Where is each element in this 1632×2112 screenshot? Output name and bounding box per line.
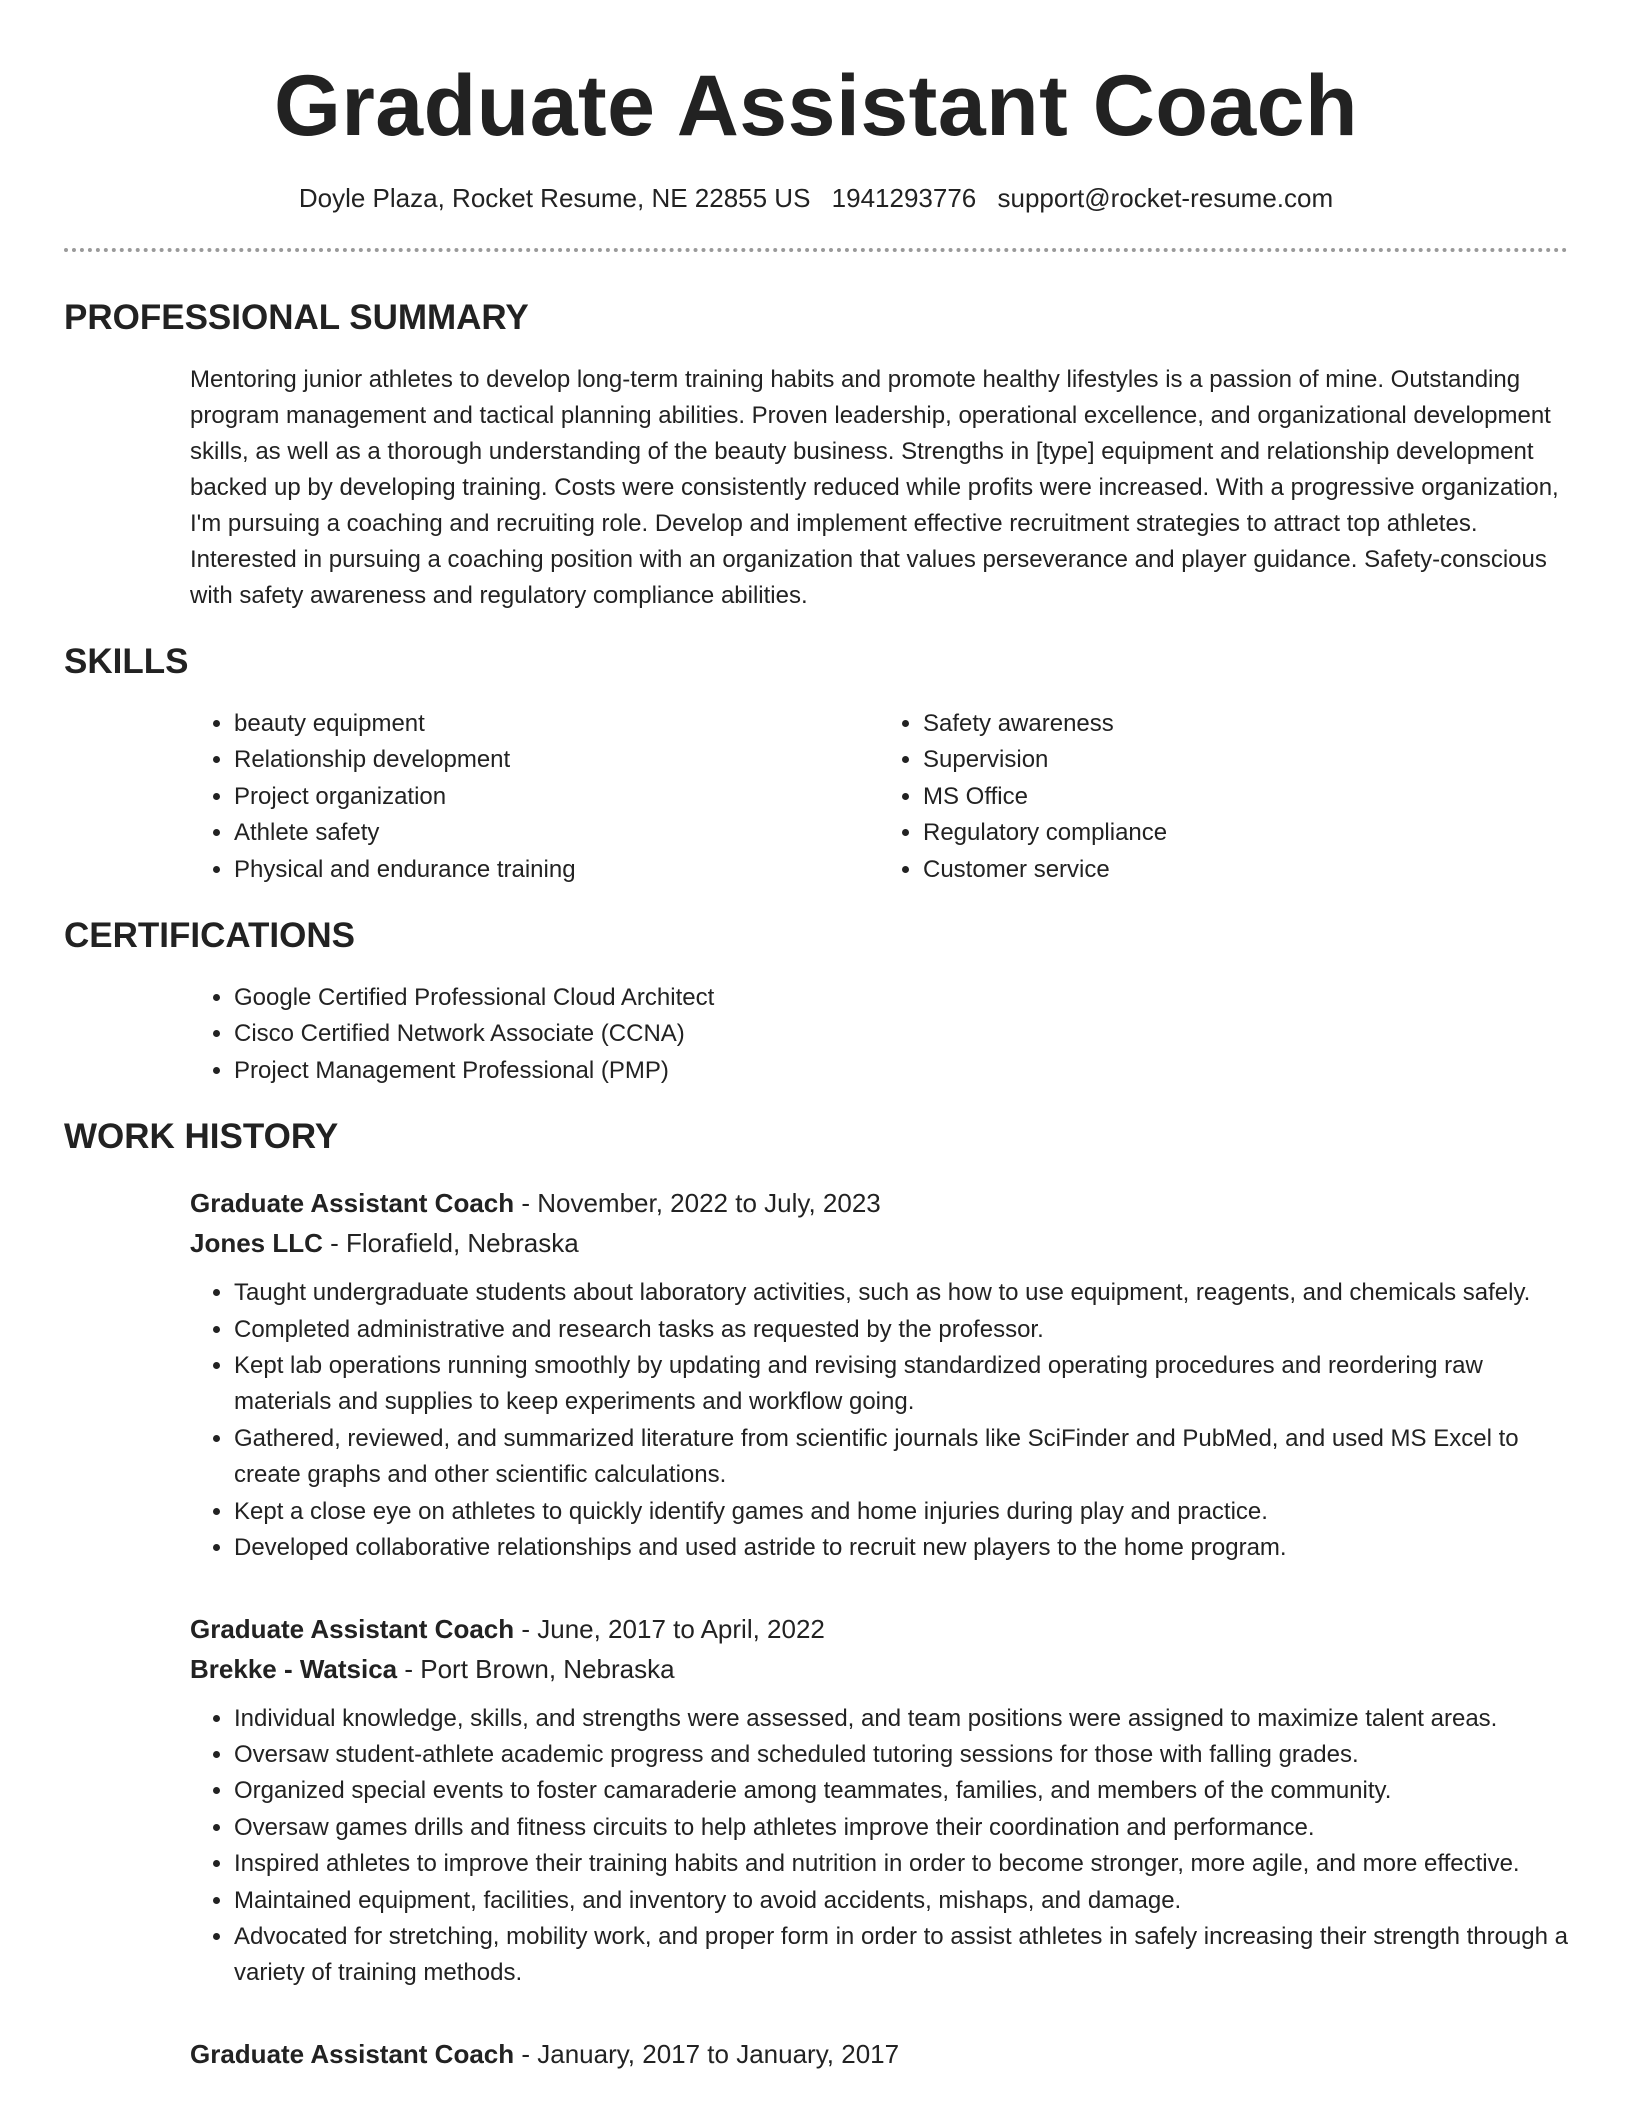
skills-heading: SKILLS <box>64 642 189 681</box>
skill-item: • Relationship development <box>234 742 879 778</box>
skill-item: • Supervision <box>923 742 1568 778</box>
summary-text: Mentoring junior athletes to develop long-term training habits and promote healthy lifestyles is a passion of mine. Outstanding program management and tactical planning abilities. Proven leadership, operational excellence, and organizational development skills, as well as a thorough understanding of the beauty business. Strengths in [type] equipment and relationship development backed up by developing training. Costs were consistently reduced while profits were increased. With a progressive organization, I'm pursuing a coaching and recruiting role. Develop and implement effective recruitment strategies to attract top athletes. Interested in pursuing a coaching position with an organization that values perseverance and player guidance. Safety-conscious with safety awareness and regulatory compliance abilities. <box>190 366 1559 609</box>
job-duty: • Inspired athletes to improve their training habits and nutrition in order to become stronger, more agile, and more effective. <box>234 1846 1568 1882</box>
job-duty: • Kept lab operations running smoothly by updating and revising standardized operating procedures and reordering raw materials and supplies to keep experiments and workflow going. <box>234 1348 1568 1421</box>
resume-page <box>64 0 1568 2074</box>
job-duty: • Taught undergraduate students about laboratory activities, such as how to use equipment, reagents, and chemicals safely. <box>234 1275 1568 1311</box>
job-role: Graduate Assistant Coach <box>190 1613 515 1644</box>
job-entry <box>190 1609 1568 1992</box>
job-duty: • Advocated for stretching, mobility work, and proper form in order to assist athletes in safely increasing their strength through a variety of training methods. <box>234 1919 1568 1992</box>
contact-phone: 1941293776 <box>831 183 977 213</box>
skills-list-left <box>190 706 879 888</box>
job-dates: - June, 2017 to April, 2022 <box>514 1613 825 1644</box>
skill-item: • beauty equipment <box>234 706 879 742</box>
job-dates: - November, 2022 to July, 2023 <box>514 1188 881 1219</box>
job-company-line <box>190 1223 1568 1263</box>
certification-item: • Google Certified Professional Cloud Architect <box>234 980 1568 1016</box>
job-title-line <box>190 1609 1568 1649</box>
job-duties-list <box>190 1275 1568 1566</box>
job-duty: • Oversaw student-athlete academic progress and scheduled tutoring sessions for those with falling grades. <box>234 1737 1568 1773</box>
summary-heading: PROFESSIONAL SUMMARY <box>64 298 529 337</box>
job-title-line <box>190 2034 1568 2074</box>
skills-columns <box>190 706 1568 888</box>
skill-item: • Project organization <box>234 779 879 815</box>
skill-item: • Customer service <box>923 852 1568 888</box>
contact-email: support@rocket-resume.com <box>997 183 1334 213</box>
certifications-list <box>190 980 1568 1089</box>
job-duty: • Individual knowledge, skills, and strengths were assessed, and team positions were assigned to maximize talent areas. <box>234 1701 1568 1737</box>
certifications-block <box>190 980 1568 1089</box>
job-entry <box>190 2034 1568 2074</box>
work-history-heading: WORK HISTORY <box>64 1117 339 1157</box>
job-duties-list <box>190 1701 1568 1992</box>
header-divider <box>64 248 1568 252</box>
job-duty: • Organized special events to foster camaraderie among teammates, families, and members of the community. <box>234 1773 1568 1809</box>
certifications-heading: CERTIFICATIONS <box>64 916 356 956</box>
job-entry <box>190 1183 1568 1566</box>
contact-line <box>64 180 1568 216</box>
skills-list-right <box>879 706 1568 888</box>
skill-item: • Athlete safety <box>234 815 879 851</box>
skill-item: • Regulatory compliance <box>923 815 1568 851</box>
skill-item: • MS Office <box>923 779 1568 815</box>
job-company: Brekke - Watsica <box>190 1653 398 1684</box>
resume-name: Graduate Assistant Coach <box>273 58 1359 154</box>
job-company-line <box>190 1649 1568 1689</box>
job-title-line <box>190 1183 1568 1223</box>
job-duty: • Developed collaborative relationships and used astride to recruit new players to the home program. <box>234 1530 1568 1566</box>
job-duty: • Gathered, reviewed, and summarized literature from scientific journals like SciFinder and PubMed, and used MS Excel to create graphs and other scientific calculations. <box>234 1421 1568 1494</box>
job-duty: • Maintained equipment, facilities, and inventory to avoid accidents, mishaps, and damage. <box>234 1883 1568 1919</box>
contact-address: Doyle Plaza, Rocket Resume, NE 22855 US <box>298 183 811 213</box>
job-location: - Florafield, Nebraska <box>322 1228 579 1259</box>
job-duty: • Oversaw games drills and fitness circuits to help athletes improve their coordination and performance. <box>234 1810 1568 1846</box>
job-location: - Port Brown, Nebraska <box>397 1653 675 1684</box>
job-duty: • Kept a close eye on athletes to quickly identify games and home injuries during play and practice. <box>234 1494 1568 1530</box>
job-role: Graduate Assistant Coach <box>190 2038 515 2069</box>
job-duty: • Completed administrative and research tasks as requested by the professor. <box>234 1312 1568 1348</box>
skill-item: • Safety awareness <box>923 706 1568 742</box>
job-role: Graduate Assistant Coach <box>190 1188 515 1219</box>
certification-item: • Project Management Professional (PMP) <box>234 1053 1568 1089</box>
job-dates: - January, 2017 to January, 2017 <box>514 2038 900 2069</box>
skill-item: • Physical and endurance training <box>234 852 879 888</box>
job-company: Jones LLC <box>190 1228 323 1259</box>
certification-item: • Cisco Certified Network Associate (CCNA) <box>234 1016 1568 1052</box>
